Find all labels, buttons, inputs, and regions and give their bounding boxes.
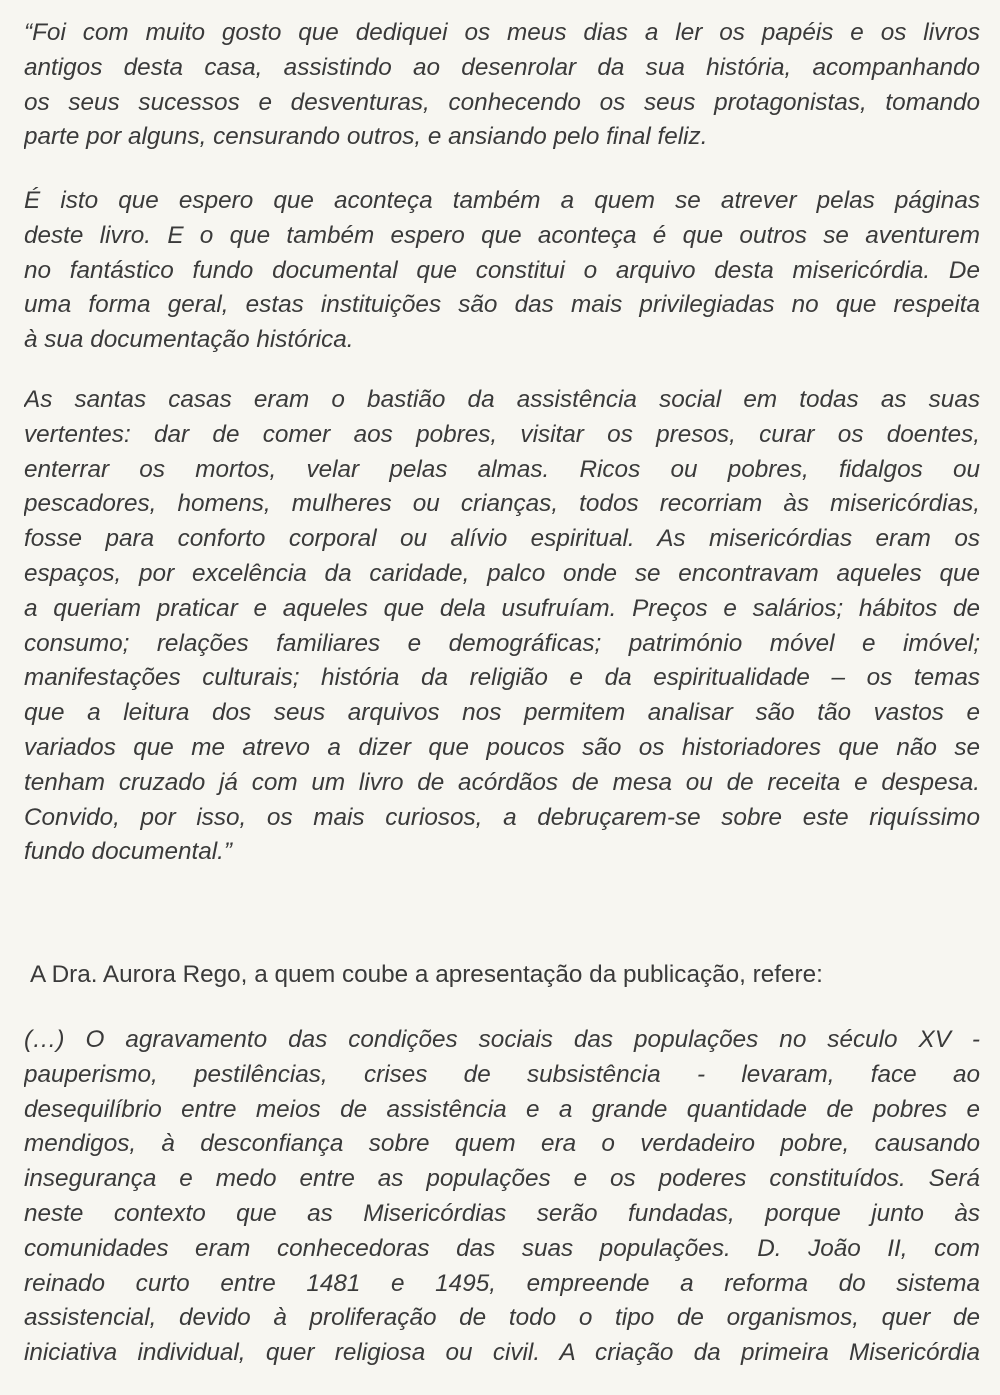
text-line: a queriam praticar e aqueles que dela usufruíam. Preços e salários; hábitos de [24,594,980,622]
text-line: que a leitura dos seus arquivos nos permitem analisar são tão vastos e [24,699,980,727]
text-line: pescadores, homens, mulheres ou crianças, todos recorriam às misericórdias, [24,490,980,518]
text-line: mendigos, à desconfiança sobre quem era o verdadeiro pobre, causando [24,1130,980,1158]
text-line: fosse para conforto corporal ou alívio espiritual. As misericórdias eram os [24,525,980,553]
text-line: pauperismo, pestilências, crises de subsistência - levaram, face ao [24,1060,980,1088]
text-line: desequilíbrio entre meios de assistência e a grande quantidade de pobres e [24,1095,980,1123]
text-line: à sua documentação histórica. [24,326,354,354]
text-line: insegurança e medo entre as populações e os poderes constituídos. Será [24,1165,980,1193]
text-line: fundo documental.” [24,838,233,866]
quote-paragraph-2 [24,184,980,358]
text-line: É isto que espero que aconteça também a quem se atrever pelas páginas [24,187,980,214]
intro-paragraph [30,958,980,993]
text-line: antigos desta casa, assistindo ao desenrolar da sua história, acompanhando [24,53,980,81]
text-line: no fantástico fundo documental que constitui o arquivo desta misericórdia. De [24,256,980,284]
text-line: (…) O agravamento das condições sociais das populações no século XV - [24,1026,980,1053]
text-line: enterrar os mortos, velar pelas almas. Ricos ou pobres, fidalgos ou [24,455,980,483]
text-line: consumo; relações familiares e demográficas; património móvel e imóvel; [24,629,980,657]
text-line: Convido, por isso, os mais curiosos, a debruçarem-se sobre este riquíssimo [24,803,980,831]
text-line: A Dra. Aurora Rego, a quem coube a apresentação da publicação, refere: [30,961,823,988]
text-line: neste contexto que as Misericórdias serão fundadas, porque junto às [24,1199,980,1227]
text-line: comunidades eram conhecedoras das suas populações. D. João II, com [24,1234,980,1262]
text-line: deste livro. E o que também espero que aconteça é que outros se aventurem [24,221,980,249]
quote-paragraph-1 [24,16,980,155]
text-line: reinado curto entre 1481 e 1495, empreende a reforma do sistema [24,1269,980,1297]
text-line: iniciativa individual, quer religiosa ou civil. A criação da primeira Misericórdia [24,1339,980,1367]
text-line: manifestações culturais; história da religião e da espiritualidade – os temas [24,664,980,692]
text-line: variados que me atrevo a dizer que poucos são os historiadores que não se [24,733,980,761]
quote-paragraph-3 [24,383,980,870]
text-line: As santas casas eram o bastião da assistência social em todas as suas [24,386,980,413]
text-line: vertentes: dar de comer aos pobres, visitar os presos, curar os doentes, [24,420,980,448]
text-line: os seus sucessos e desventuras, conhecendo os seus protagonistas, tomando [24,88,980,116]
citation-paragraph [24,1023,980,1371]
text-line: tenham cruzado já com um livro de acórdãos de mesa ou de receita e despesa. [24,768,980,796]
text-line: “Foi com muito gosto que dediquei os meus dias a ler os papéis e os livros [24,19,980,46]
text-line: parte por alguns, censurando outros, e ansiando pelo final feliz. [24,123,708,151]
text-line: uma forma geral, estas instituições são das mais privilegiadas no que respeita [24,291,980,319]
text-line: espaços, por excelência da caridade, palco onde se encontravam aqueles que [24,559,980,587]
text-line: assistencial, devido à proliferação de todo o tipo de organismos, quer de [24,1304,980,1332]
